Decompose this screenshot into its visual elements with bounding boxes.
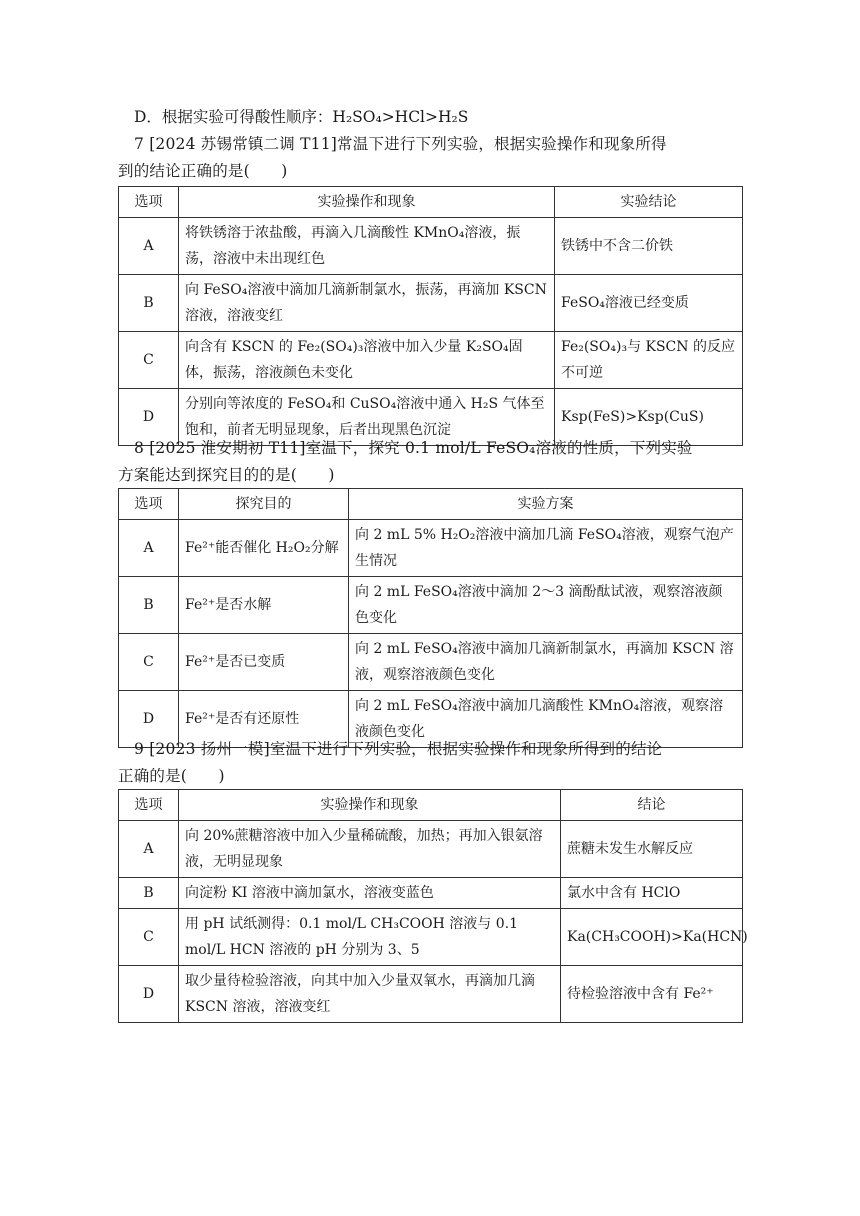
- q8-row-c-plan: 向 2 mL FeSO₄溶液中滴加几滴新制氯水，再滴加 KSCN 溶液，观察溶液颜色变化: [349, 634, 743, 691]
- q8-stem-line2: 方案能达到探究目的的是( ): [118, 466, 335, 484]
- q8-header-row: [119, 489, 743, 520]
- q7-header-conclusion: 实验结论: [555, 187, 743, 218]
- q9-row-b-operation: 向淀粉 KI 溶液中滴加氯水，溶液变蓝色: [179, 878, 561, 909]
- q7-stem-line1: 7 [2024 苏锡常镇二调 T11]常温下进行下列实验，根据实验操作和现象所得: [134, 135, 667, 153]
- table-row: [119, 275, 743, 332]
- q7-row-a-conclusion: 铁锈中不含二价铁: [555, 218, 743, 275]
- q8-row-d-goal: Fe²⁺是否有还原性: [179, 691, 349, 748]
- table-row: [119, 966, 743, 1023]
- table-row: [119, 821, 743, 878]
- q9-row-c-option: C: [119, 909, 179, 966]
- q7-header-row: [119, 187, 743, 218]
- q7-row-a-operation: 将铁锈溶于浓盐酸，再滴入几滴酸性 KMnO₄溶液，振荡，溶液中未出现红色: [179, 218, 555, 275]
- table-row: [119, 909, 743, 966]
- q9-table: [118, 789, 748, 1023]
- q7-row-d-option: D: [119, 389, 179, 446]
- q9-header-row: [119, 790, 743, 821]
- q9-header-conclusion: 结论: [561, 790, 743, 821]
- q8-row-a-plan: 向 2 mL 5% H₂O₂溶液中滴加几滴 FeSO₄溶液，观察气泡产生情况: [349, 520, 743, 577]
- q7-row-b-option: B: [119, 275, 179, 332]
- q8-row-c-option: C: [119, 634, 179, 691]
- q9-row-a-option: A: [119, 821, 179, 878]
- table-row: [119, 218, 743, 275]
- q7-header-option: 选项: [119, 187, 179, 218]
- table-row: [119, 520, 743, 577]
- q9-stem-line1: 9 [2023 扬州一模]室温下进行下列实验，根据实验操作和现象所得到的结论: [134, 740, 663, 758]
- q7-row-c-conclusion: Fe₂(SO₄)₃与 KSCN 的反应不可逆: [555, 332, 743, 389]
- q8-row-b-option: B: [119, 577, 179, 634]
- q8-header-goal: 探究目的: [179, 489, 349, 520]
- q8-row-b-plan: 向 2 mL FeSO₄溶液中滴加 2～3 滴酚酞试液，观察溶液颜色变化: [349, 577, 743, 634]
- q9-row-b-conclusion: 氯水中含有 HClO: [561, 878, 743, 909]
- q7-row-b-operation: 向 FeSO₄溶液中滴加几滴新制氯水，振荡，再滴加 KSCN 溶液，溶液变红: [179, 275, 555, 332]
- q8-row-d-plan: 向 2 mL FeSO₄溶液中滴加几滴酸性 KMnO₄溶液，观察溶液颜色变化: [349, 691, 743, 748]
- q9-row-d-conclusion: 待检验溶液中含有 Fe²⁺: [561, 966, 743, 1023]
- q8-row-b-goal: Fe²⁺是否水解: [179, 577, 349, 634]
- q9-row-c-conclusion: Ka(CH₃COOH)>Ka(HCN): [561, 909, 743, 966]
- q7-table: [118, 186, 743, 446]
- q8-header-plan: 实验方案: [349, 489, 743, 520]
- q7-stem-line2: 到的结论正确的是( ): [118, 162, 288, 180]
- prev-option-d: D．根据实验可得酸性顺序：H₂SO₄>HCl>H₂S: [134, 108, 469, 126]
- q7-header-operation: 实验操作和现象: [179, 187, 555, 218]
- q9-row-a-operation: 向 20%蔗糖溶液中加入少量稀硫酸，加热；再加入银氨溶液，无明显现象: [179, 821, 561, 878]
- table-row: [119, 577, 743, 634]
- q7-row-d-operation: 分别向等浓度的 FeSO₄和 CuSO₄溶液中通入 H₂S 气体至饱和，前者无明显现象，后者出现黑色沉淀: [179, 389, 555, 446]
- q9-stem-line2: 正确的是( ): [118, 767, 225, 785]
- q7-row-a-option: A: [119, 218, 179, 275]
- q9-row-d-option: D: [119, 966, 179, 1023]
- q8-row-c-goal: Fe²⁺是否已变质: [179, 634, 349, 691]
- q7-row-d-conclusion: Ksp(FeS)>Ksp(CuS): [555, 389, 743, 446]
- q8-row-a-option: A: [119, 520, 179, 577]
- table-row: [119, 634, 743, 691]
- q9-row-d-operation: 取少量待检验溶液，向其中加入少量双氧水，再滴加几滴 KSCN 溶液，溶液变红: [179, 966, 561, 1023]
- table-row: [119, 878, 743, 909]
- q7-row-c-option: C: [119, 332, 179, 389]
- q8-row-a-goal: Fe²⁺能否催化 H₂O₂分解: [179, 520, 349, 577]
- q7-row-b-conclusion: FeSO₄溶液已经变质: [555, 275, 743, 332]
- q8-header-option: 选项: [119, 489, 179, 520]
- q7-row-c-operation: 向含有 KSCN 的 Fe₂(SO₄)₃溶液中加入少量 K₂SO₄固体，振荡，溶液颜色未变化: [179, 332, 555, 389]
- table-row: [119, 332, 743, 389]
- q9-row-c-operation: 用 pH 试纸测得：0.1 mol/L CH₃COOH 溶液与 0.1 mol/L HCN 溶液的 pH 分别为 3、5: [179, 909, 561, 966]
- q9-row-a-conclusion: 蔗糖未发生水解反应: [561, 821, 743, 878]
- q8-row-d-option: D: [119, 691, 179, 748]
- q8-stem-line1: 8 [2025 淮安期初 T11]室温下，探究 0.1 mol/L FeSO₄溶液的性质，下列实验: [134, 439, 693, 457]
- q9-row-b-option: B: [119, 878, 179, 909]
- q8-table: [118, 488, 743, 748]
- q9-header-option: 选项: [119, 790, 179, 821]
- q9-header-operation: 实验操作和现象: [179, 790, 561, 821]
